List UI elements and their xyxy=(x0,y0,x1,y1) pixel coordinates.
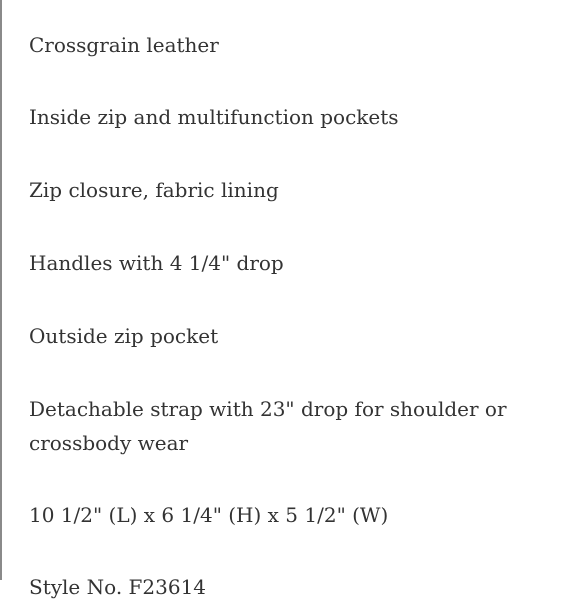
feature-item-outside-pocket: Outside zip pocket xyxy=(29,324,219,348)
feature-item-detachable-strap: Detachable strap with 23" drop for shoulder or crossbody wear xyxy=(29,397,507,455)
left-divider xyxy=(0,0,2,580)
feature-item-dimensions: 10 1/2" (L) x 6 1/4" (H) x 5 1/2" (W) xyxy=(29,503,389,527)
feature-item-closure-lining: Zip closure, fabric lining xyxy=(29,178,279,202)
feature-item-inside-pockets: Inside zip and multifunction pockets xyxy=(29,105,399,129)
feature-item-material: Crossgrain leather xyxy=(29,33,219,57)
feature-item-handle-drop: Handles with 4 1/4" drop xyxy=(29,251,284,275)
feature-item-style-number: Style No. F23614 xyxy=(29,575,207,599)
